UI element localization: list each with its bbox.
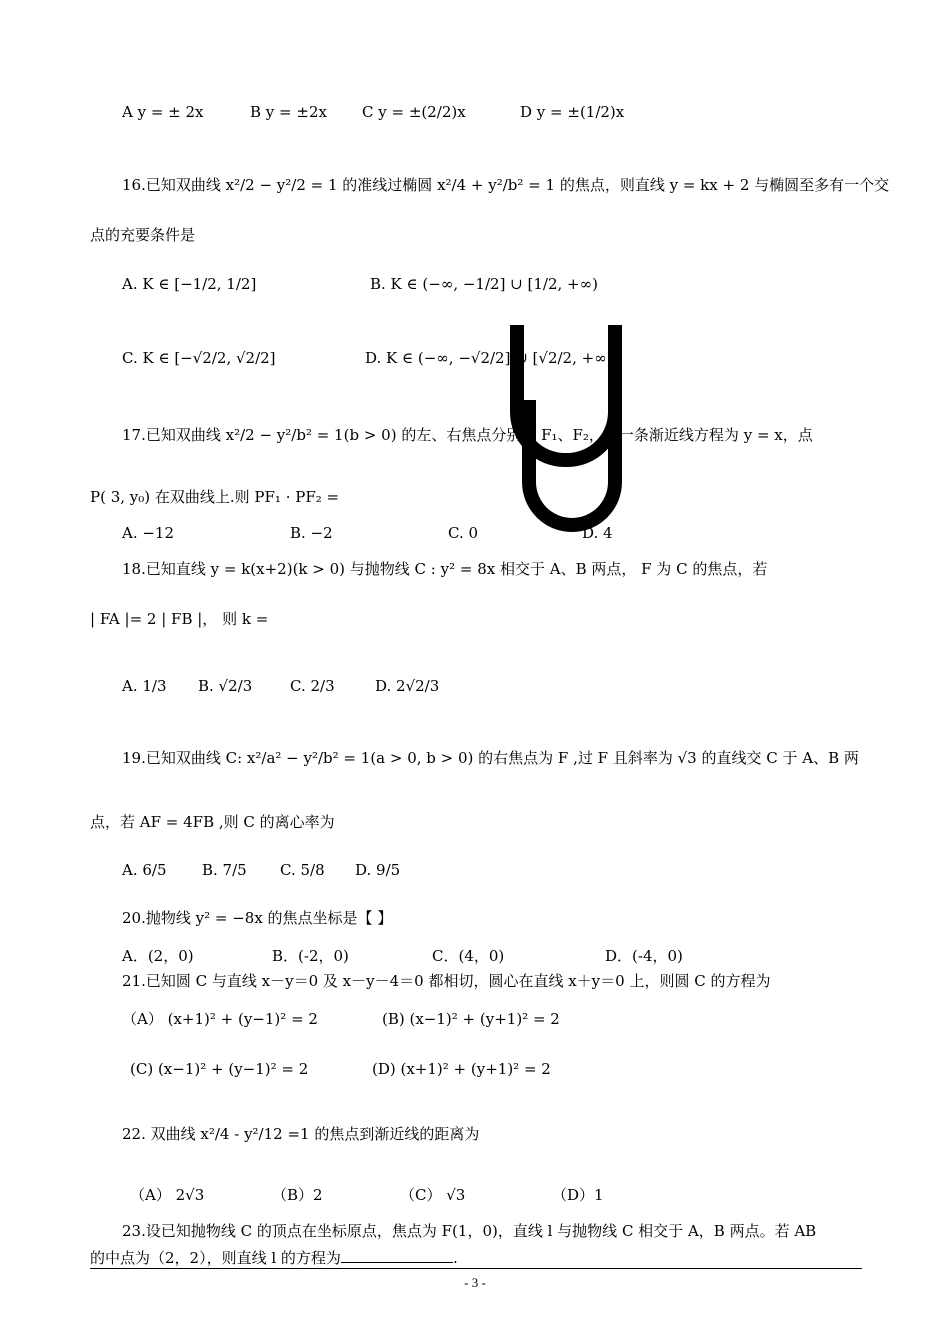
q19-option-a: A. 6/5: [122, 861, 167, 879]
q21-option-a: （A） (x+1)² + (y−1)² = 2: [122, 1010, 318, 1028]
q15-option-c: C y = ±(2/2)x: [362, 103, 466, 121]
q19-option-b: B. 7/5: [202, 861, 247, 879]
q23-tail: .: [452, 1249, 458, 1267]
q20-option-d: D．(-4，0): [605, 947, 683, 965]
footer-rule: [90, 1268, 862, 1269]
q23-stem: 23.设已知抛物线 C 的顶点在坐标原点，焦点为 F(1，0)，直线 l 与抛物线 C 相交于 A，B 两点。若 AB: [122, 1222, 817, 1240]
q18-option-d: D. 2√2/3: [375, 677, 440, 695]
q19-option-c: C. 5/8: [280, 861, 325, 879]
q18-stem: 18.已知直线 y = k(x+2)(k > 0) 与抛物线 C : y² = 8x 相交于 A、B 两点， F 为 C 的焦点，若: [122, 560, 768, 578]
q17-option-b: B. −2: [290, 524, 333, 542]
q17-option-d: D. 4: [582, 524, 613, 542]
q20-option-c: C．(4，0): [432, 947, 505, 965]
q17-stem-continued: P( 3, y₀) 在双曲线上.则 PF₁ · PF₂ =: [90, 488, 340, 506]
q20-option-a: A．(2，0): [122, 947, 194, 965]
q21-option-d: (D) (x+1)² + (y+1)² = 2: [372, 1060, 551, 1078]
q19-option-d: D. 9/5: [355, 861, 401, 879]
u-shape-mark-lower: [522, 400, 622, 532]
q19-stem-continued: 点，若 AF = 4FB ,则 C 的离心率为: [90, 813, 335, 831]
q23-stem-continued: [90, 1246, 458, 1268]
q16-option-b: B. K ∈ (−∞, −1/2] ∪ [1/2, +∞): [370, 275, 598, 293]
q16-option-a: A. K ∈ [−1/2, 1/2]: [122, 275, 257, 293]
q22-stem: 22. 双曲线 x²/4 - y²/12 =1 的焦点到渐近线的距离为: [122, 1125, 480, 1143]
answer-blank[interactable]: [341, 1246, 453, 1263]
q22-option-c: （C） √3: [400, 1186, 466, 1204]
q16-option-d: D. K ∈ (−∞, −√2/2] ∪ [√2/2, +∞): [365, 349, 613, 367]
q20-option-b: B．(-2，0): [272, 947, 349, 965]
q16-option-c: C. K ∈ [−√2/2, √2/2]: [122, 349, 276, 367]
q16-stem-continued: 点的充要条件是: [90, 226, 196, 244]
q22-option-d: （D）1: [552, 1186, 604, 1204]
q15-option-b: B y = ±2x: [250, 103, 327, 121]
q18-option-c: C. 2/3: [290, 677, 335, 695]
q23-stem-text: 的中点为（2，2），则直线 l 的方程为: [90, 1249, 341, 1267]
q19-stem: 19.已知双曲线 C: x²/a² − y²/b² = 1(a > 0, b > 0) 的右焦点为 F ,过 F 且斜率为 √3 的直线交 C 于 A、B 两: [122, 749, 859, 767]
q16-stem: 16.已知双曲线 x²/2 − y²/2 = 1 的准线过椭圆 x²/4 + y²/b² = 1 的焦点，则直线 y = kx + 2 与椭圆至多有一个交: [122, 176, 890, 194]
q20-stem: 20.抛物线 y² = −8x 的焦点坐标是【 】: [122, 909, 393, 927]
q17-option-a: A. −12: [122, 524, 175, 542]
q21-stem: 21.已知圆 C 与直线 x－y＝0 及 x－y－4＝0 都相切，圆心在直线 x＋y＝0 上，则圆 C 的方程为: [122, 972, 771, 990]
page-number: - 3 -: [464, 1275, 486, 1290]
q18-stem-continued: | FA |= 2 | FB |， 则 k =: [90, 610, 269, 628]
q21-option-b: (B) (x−1)² + (y+1)² = 2: [382, 1010, 560, 1028]
q17-option-c: C. 0: [448, 524, 479, 542]
q21-option-c: (C) (x−1)² + (y−1)² = 2: [130, 1060, 309, 1078]
q18-option-a: A. 1/3: [122, 677, 167, 695]
q15-option-a: A y = ± 2x: [122, 103, 204, 121]
q18-option-b: B. √2/3: [198, 677, 253, 695]
q17-stem: 17.已知双曲线 x²/2 − y²/b² = 1(b > 0) 的左、右焦点分别是 F₁、F₂，其一条渐近线方程为 y = x，点: [122, 426, 813, 444]
q22-option-a: （A） 2√3: [130, 1186, 205, 1204]
q22-option-b: （B）2: [272, 1186, 323, 1204]
q15-option-d: D y = ±(1/2)x: [520, 103, 625, 121]
